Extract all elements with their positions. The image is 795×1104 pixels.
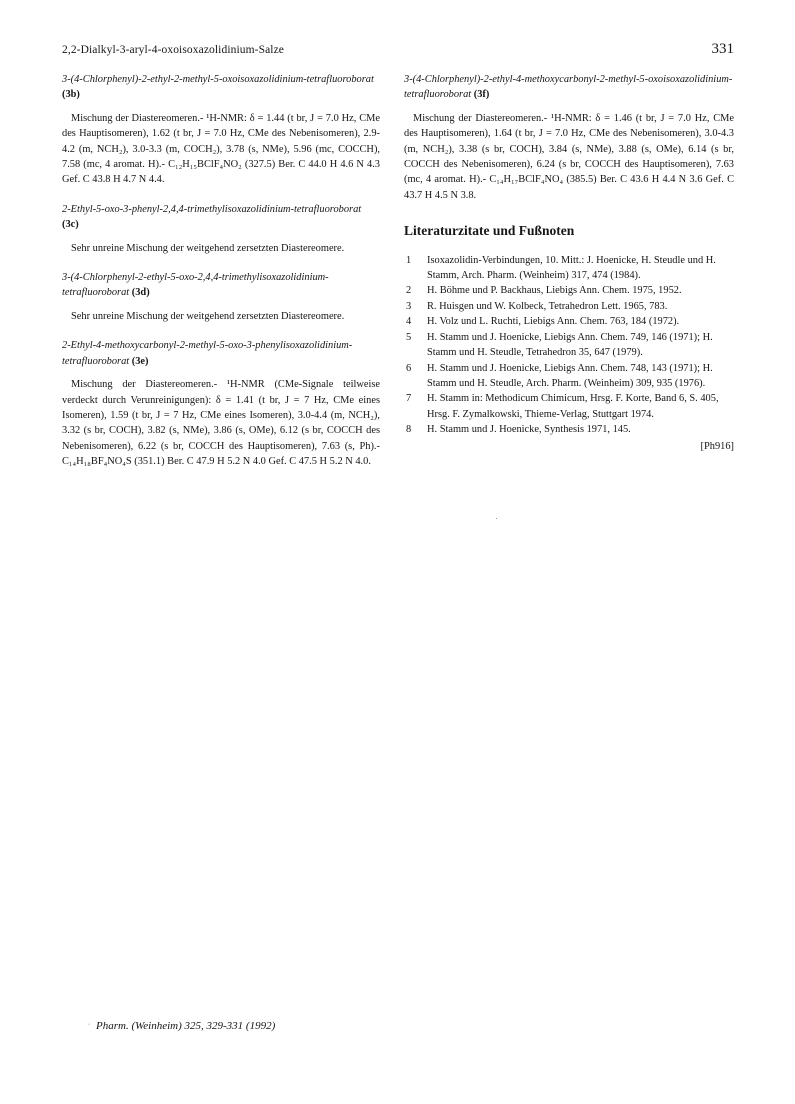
reference-number: 4 [406, 316, 412, 328]
entry-3f [404, 72, 734, 203]
entry-title [62, 202, 380, 233]
reference-number: 5 [406, 331, 412, 343]
entry-title [62, 72, 380, 103]
entry-body: Mischung der Diastereomeren.- ¹H-NMR: δ = 1.46 (t br, J = 7.0 Hz, CMe des Hauptisomeren), 1.64 (t br, J = 7.0 Hz, CMe des Nebenisomeren), 3.0-4.3 (m, NCH₂), 3.38 (s br, COCH), 3.84 (s, NMe), 3.88 (s, OMe), 6.14 (s br, COCCH des Nebenisomeren), 6.24 (s br, COCCH des Hauptisomeren), 7.63 (mc, 4 aromat. H).- C₁₄H₁₇BClF₄NO₄ (385.5) Ber. C 43.6 H 4.4 N 3.6 Gef. C 43.7 H 4.5 N 3.8. [404, 112, 734, 201]
entry-title-text: 2-Ethyl-5-oxo-3-phenyl-2,4,4-trimethylisoxazolidinium-tetrafluoroborat [62, 203, 362, 215]
reference-number: 8 [406, 424, 412, 436]
left-column [62, 72, 380, 470]
compound-label: (3b) [62, 89, 80, 101]
reference-text: H. Stamm in: Methodicum Chimicum, Hrsg. F. Korte, Band 6, S. 405, Hrsg. F. Zymalkowski, Thieme-Verlag, Stuttgart 1974. [427, 393, 719, 420]
reference-text: R. Huisgen und W. Kolbeck, Tetrahedron Lett. 1965, 783. [427, 300, 668, 312]
footer-dot: · [88, 1022, 90, 1028]
reference-item [404, 283, 734, 298]
reference-list [404, 253, 734, 438]
entry-3e [62, 338, 380, 469]
reference-item [404, 253, 734, 284]
entry-3d [62, 270, 380, 324]
reference-text: H. Volz und L. Ruchti, Liebigs Ann. Chem. 763, 184 (1972). [427, 316, 680, 328]
reference-number: 1 [406, 254, 412, 266]
reference-text: H. Stamm und J. Hoenicke, Liebigs Ann. Chem. 749, 146 (1971); H. Stamm und H. Steudle, Tetrahedron 35, 647 (1979). [427, 331, 713, 359]
reference-item [404, 361, 734, 392]
reference-item [404, 422, 734, 437]
reference-item [404, 299, 734, 314]
footer-citation: Pharm. (Weinheim) 325, 329-331 (1992) [96, 1020, 276, 1032]
compound-label: (3f) [473, 89, 490, 101]
reference-number: 6 [406, 362, 412, 374]
entry-title [404, 72, 734, 103]
page-number: 331 [711, 41, 734, 57]
reference-number: 2 [406, 285, 412, 297]
reference-text: Isoxazolidin-Verbindungen, 10. Mitt.: J. Hoenicke, H. Steudle und H. Stamm, Arch. Pharm. (Weinheim) 317, 474 (1984). [427, 254, 716, 282]
right-column [404, 72, 734, 454]
reference-text: H. Stamm und J. Hoenicke, Synthesis 1971, 145. [427, 424, 631, 436]
compound-label: (3e) [131, 355, 149, 367]
entry-body: Mischung der Diastereomeren.- ¹H-NMR: δ = 1.44 (t br, J = 7.0 Hz, CMe des Hauptisomeren), 1.62 (t br, J = 7.0 Hz, CMe des Nebenisomeren), 2.9-4.2 (m, NCH₂), 3.0-3.3 (m, COCH₂), 3.78 (s, NMe), 5.96 (mc, COCCH), 7.58 (mc, 4 aromat. H).- C₁₂H₁₅BClF₄NO₂ (327.5) Ber. C 44.0 H 4.6 N 4.3 Gef. C 43.8 H 4.7 N 4.4. [62, 112, 380, 186]
reference-text: H. Stamm und J. Hoenicke, Liebigs Ann. Chem. 748, 143 (1971); H. Stamm und H. Steudle, Arch. Pharm. (Weinheim) 309, 935 (1976). [427, 362, 713, 389]
entry-title-text: 3-(4-Chlorphenyl-2-ethyl-5-oxo-2,4,4-trimethylisoxazolidinium-tetrafluoroborat [62, 272, 329, 299]
reference-number: 7 [406, 393, 412, 405]
compound-label: (3c) [62, 219, 79, 231]
entry-title-text: 2-Ethyl-4-methoxycarbonyl-2-methyl-5-oxo-3-phenylisoxazolidinium-tetrafluoroborat [62, 340, 353, 367]
reference-item [404, 391, 734, 422]
entry-title [62, 270, 380, 301]
entry-3c [62, 202, 380, 256]
running-title: 2,2-Dialkyl-3-aryl-4-oxoisoxazolidinium-Salze [62, 44, 284, 56]
entry-3b [62, 72, 380, 188]
reference-text: H. Böhme und P. Backhaus, Liebigs Ann. Chem. 1975, 1952. [427, 285, 682, 297]
entry-body: Sehr unreine Mischung der weitgehend zersetzten Diastereomere. [71, 310, 345, 322]
reference-item [404, 314, 734, 329]
scan-speck [496, 518, 497, 519]
reference-number: 3 [406, 300, 412, 312]
entry-title-text: 3-(4-Chlorphenyl)-2-ethyl-2-methyl-5-oxoisoxazolidinium-tetrafluoroborat [62, 74, 374, 85]
entry-title-text: 3-(4-Chlorphenyl)-2-ethyl-4-methoxycarbonyl-2-methyl-5-oxoisoxazolidinium-tetrafluoroborat [404, 74, 733, 101]
entry-body: Mischung der Diastereomeren.- ¹H-NMR (CMe-Signale teilweise verdeckt durch Verunreinigungen): δ = 1.41 (t br, J = 7 Hz, CMe eines Isomeren), 1.59 (t br, J = 7 Hz, CMe eines Isomeren), 3.0-4.4 (m, NCH₂), 3.32 (s br, COCH), 3.82 (s, NMe), 3.86 (s, OMe), 6.12 (s br, COCCH des Nebenisomeren), 6.22 (s br, COCCH des Hauptisomeren), 7.63 (s, Ph).- C₁₄H₁₈BF₄NO₄S (351.1) Ber. C 47.9 H 5.2 N 4.0 Gef. C 47.5 H 5.2 N 4.0. [62, 379, 380, 468]
reference-item [404, 330, 734, 361]
section-title: Literaturzitate und Fußnoten [404, 223, 575, 239]
entry-body: Sehr unreine Mischung der weitgehend zersetzten Diastereomere. [71, 242, 345, 254]
entry-title [62, 338, 380, 369]
compound-label: (3d) [131, 287, 150, 299]
manuscript-tag: [Ph916] [700, 440, 734, 452]
